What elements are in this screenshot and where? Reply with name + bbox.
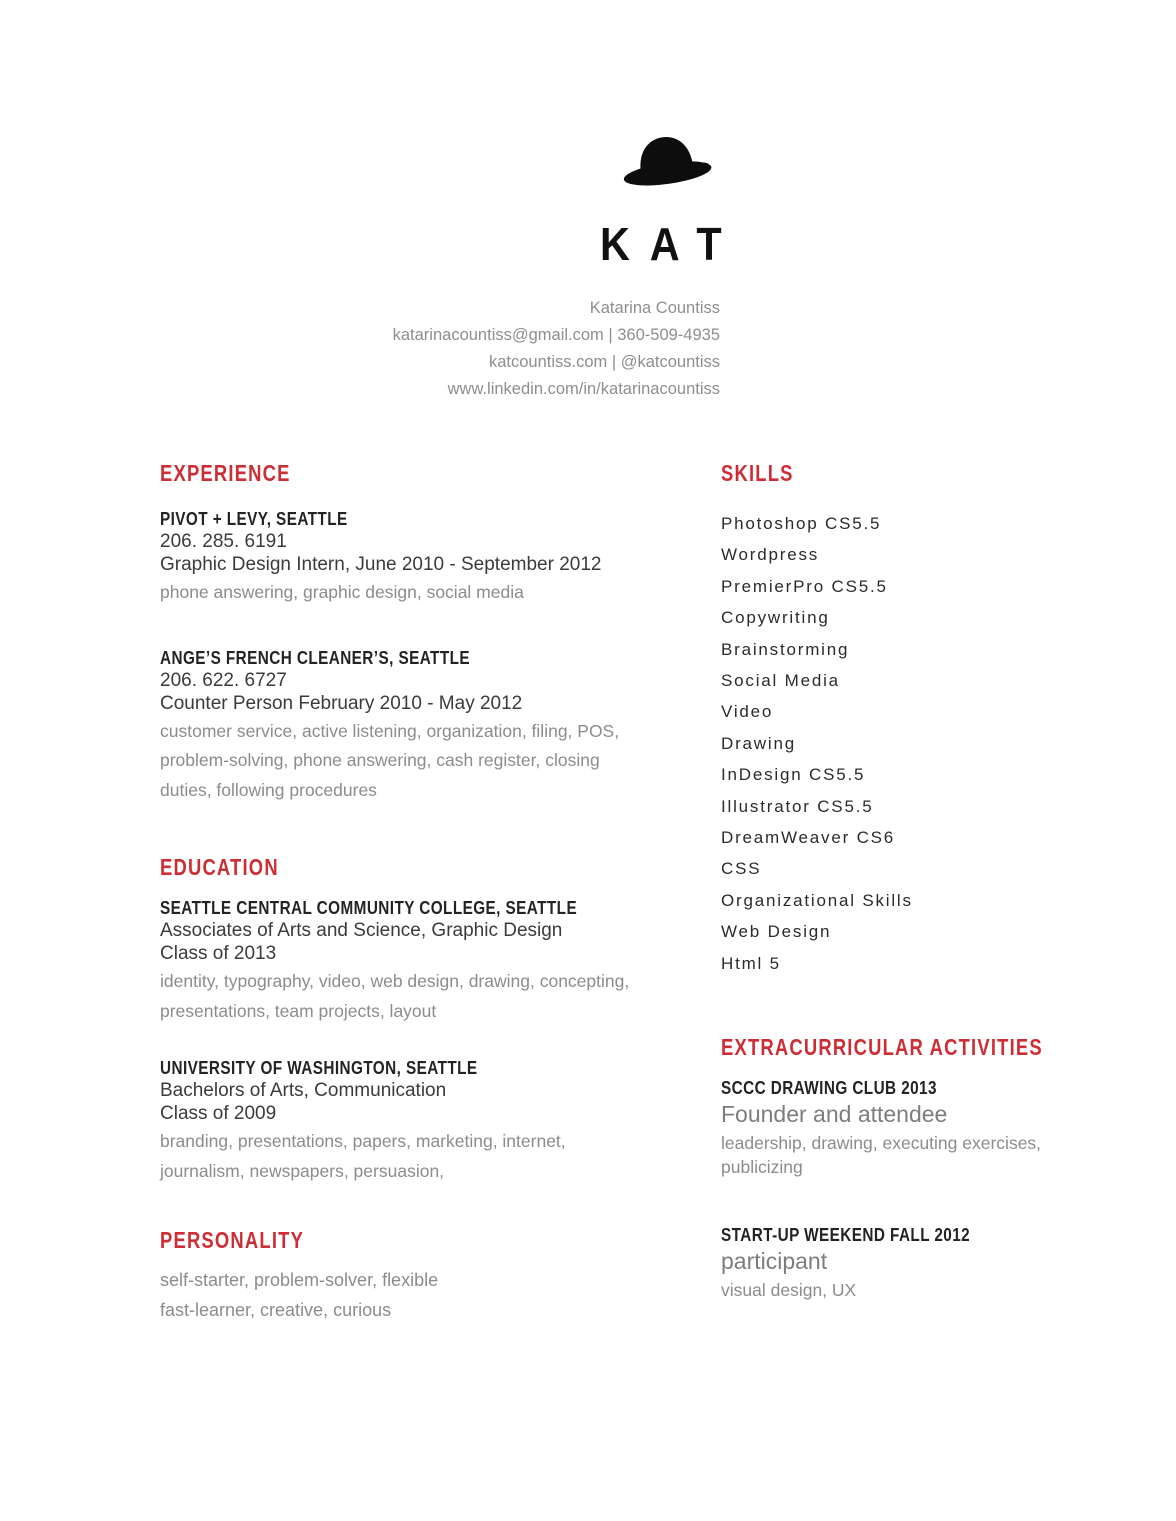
skill-item: Html 5: [721, 953, 781, 973]
activity-keywords: visual design, UX: [721, 1280, 857, 1301]
contact-web-twitter: katcountiss.com | @katcountiss: [488, 353, 720, 371]
experience-keywords: phone answering, graphic design, social media: [160, 582, 524, 602]
education-class: Class of 2013: [160, 943, 277, 964]
contact-block: [260, 295, 720, 403]
skill-item: InDesign CS5.5: [721, 765, 866, 785]
bowler-hat-icon: [618, 128, 714, 192]
skill-item: Illustrator CS5.5: [721, 796, 874, 816]
contact-name: Katarina Countiss: [589, 299, 720, 317]
extracurricular-entry: [721, 1077, 1121, 1179]
skill-item: Video: [721, 702, 774, 722]
education-entry: [160, 1057, 638, 1186]
experience-entry: [160, 508, 638, 608]
experience-entry: [160, 647, 638, 806]
experience-keywords: customer service, active listening, organization, filing, POS, problem-solving, phone answering, cash register, closing duties, following procedures: [160, 720, 620, 800]
section-personality: [160, 1227, 638, 1325]
education-class: Class of 2009: [160, 1103, 277, 1124]
contact-email-phone: katarinacountiss@gmail.com | 360-509-4935: [392, 326, 720, 344]
logo-kat: KAT: [600, 218, 742, 270]
experience-org: ANGE’S FRENCH CLEANER’S, SEATTLE: [160, 647, 470, 668]
education-keywords: branding, presentations, papers, marketing, internet, journalism, newspapers, persuasion,: [160, 1131, 566, 1181]
experience-phone: 206. 285. 6191: [160, 531, 287, 552]
education-degree: Associates of Arts and Science, Graphic Design: [160, 920, 563, 941]
contact-linkedin: www.linkedin.com/in/katarinacountiss: [447, 380, 720, 398]
section-skills: [721, 460, 1121, 979]
skill-item: PremierPro CS5.5: [721, 576, 888, 596]
activity-title: SCCC DRAWING CLUB 2013: [721, 1078, 937, 1099]
skill-item: CSS: [721, 859, 762, 879]
personality-heading: PERSONALITY: [160, 1227, 305, 1253]
experience-heading: EXPERIENCE: [160, 460, 291, 486]
right-column: [721, 460, 1121, 1303]
section-education: [160, 854, 638, 1186]
experience-phone: 206. 622. 6727: [160, 669, 287, 691]
education-school: SEATTLE CENTRAL COMMUNITY COLLEGE, SEATTLE: [160, 898, 578, 918]
education-degree: Bachelors of Arts, Communication: [160, 1080, 447, 1101]
skill-item: Social Media: [721, 671, 840, 691]
skill-item: Wordpress: [721, 545, 820, 565]
skill-item: DreamWeaver CS6: [721, 828, 896, 848]
extracurricular-heading: EXTRACURRICULAR ACTIVITIES: [721, 1034, 1043, 1061]
experience-role: Counter Person February 2010 - May 2012: [160, 692, 523, 714]
skill-item: Photoshop CS5.5: [721, 514, 882, 533]
section-experience: [160, 460, 638, 805]
left-column: [160, 460, 638, 1325]
education-heading: EDUCATION: [160, 854, 279, 880]
skill-item: Drawing: [721, 733, 796, 753]
section-extracurricular: [721, 1034, 1121, 1303]
activity-role: participant: [721, 1248, 828, 1275]
activity-keywords: leadership, drawing, executing exercises, publicizing: [721, 1133, 1042, 1177]
education-keywords: identity, typography, video, web design, drawing, concepting, presentations, team projects, layout: [160, 971, 630, 1021]
skill-item: Copywriting: [721, 608, 830, 628]
skill-item: Organizational Skills: [721, 890, 913, 910]
activity-role: Founder and attendee: [721, 1101, 948, 1128]
activity-title: START-UP WEEKEND FALL 2012: [721, 1225, 971, 1246]
skill-item: Web Design: [721, 922, 832, 942]
education-school: UNIVERSITY OF WASHINGTON, SEATTLE: [160, 1058, 478, 1078]
personality-line: fast-learner, creative, curious: [160, 1300, 392, 1320]
skills-heading: SKILLS: [721, 460, 794, 486]
personality-line: self-starter, problem-solver, flexible: [160, 1270, 439, 1290]
experience-org: PIVOT + LEVY, SEATTLE: [160, 509, 348, 529]
extracurricular-entry: [721, 1224, 1121, 1303]
skill-item: Brainstorming: [721, 639, 850, 659]
experience-role: Graphic Design Intern, June 2010 - September 2012: [160, 554, 602, 575]
education-entry: [160, 897, 638, 1026]
